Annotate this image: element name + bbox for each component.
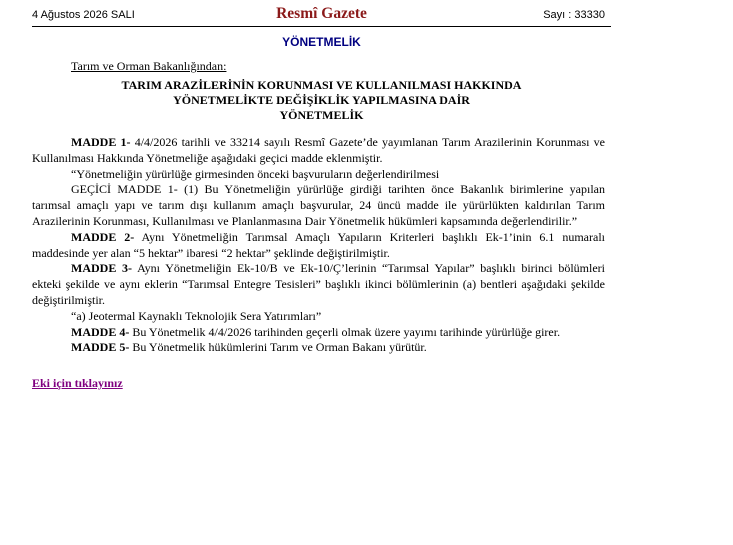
article-2 [32, 230, 605, 262]
article-3 [32, 261, 605, 308]
temporary-article-1: GEÇİCİ MADDE 1- (1) Bu Yönetmeliğin yürürlüğe girdiği tarihten önce Bakanlık birimlerine yapılan tarımsal amaçlı yapı ve tarım dışı kullanım amaçlı başvurular, 24 üncü madde ile yürürlükten kaldırılan Tarım Arazilerinin Korunması, Kullanılması ve Planlanmasına Dair Yönetmelik hükümleri kapsamında değerlendirilir.” [32, 182, 605, 228]
article-4-text: Bu Yönetmelik 4/4/2026 tarihinden geçerli olmak üzere yayımı tarihinde yürürlüğe girer. [129, 324, 561, 339]
regulation-title-line-2: YÖNETMELİKTE DEĞİŞİKLİK YAPILMASINA DAİR [173, 93, 470, 107]
article-5-label: MADDE 5- [71, 340, 130, 355]
article-1-text: 4/4/2026 tarihli ve 33214 sayılı Resmî Gazete’de yayımlanan Tarım Arazilerinin Korunması ve Kullanılması Hakkında Yönetmeliğe aşağıdaki geçici madde eklenmiştir. [32, 135, 606, 165]
regulation-title-line-1: TARIM ARAZİLERİNİN KORUNMASI VE KULLANILMASI HAKKINDA [121, 78, 522, 92]
gazette-title: Resmî Gazete [276, 5, 367, 22]
regulation-body [32, 135, 605, 356]
ministry-name: Tarım ve Orman Bakanlığından: [71, 59, 227, 73]
article-1-label: MADDE 1- [71, 135, 131, 149]
article-2-text: Aynı Yönetmeliğin Tarımsal Amaçlı Yapıların Kriterleri başlıklı Ek-1’inin 6.1 numaralı maddesinde yer alan “5 hektar” ibaresi “2 hektar” şeklinde değiştirilmiştir. [32, 229, 605, 260]
issue-number: Sayı : 33330 [543, 9, 605, 21]
article-5 [32, 340, 605, 356]
regulation-title [32, 78, 611, 123]
issue-date: 4 Ağustos 2026 SALI [32, 9, 135, 21]
article-3-quote: “a) Jeotermal Kaynaklı Teknolojik Sera Yatırımları” [71, 308, 322, 323]
article-4-label: MADDE 4- [71, 324, 130, 339]
article-5-text: Bu Yönetmelik hükümlerini Tarım ve Orman Bakanı yürütür. [129, 340, 427, 355]
gazette-header [32, 4, 611, 27]
article-2-label: MADDE 2- [71, 229, 135, 244]
section-heading: YÖNETMELİK [282, 35, 361, 49]
article-1 [32, 135, 605, 167]
article-3-text: Aynı Yönetmeliğin Ek-10/B ve Ek-10/Ç’lerinin “Tarımsal Yapılar” başlıklı birinci bölümleri ekteki şekilde ve aynı eklerin “Tarımsal Entegre Tesisleri” başlıklı ikinci bölümlerinin (a) bentleri aşağıdaki şekilde değiştirilmiştir. [32, 261, 606, 307]
article-3-label: MADDE 3- [71, 261, 133, 276]
attachment-link[interactable]: Eki için tıklayınız [32, 376, 123, 390]
article-4 [32, 325, 605, 341]
article-1-quote-heading: “Yönetmeliğin yürürlüğe girmesinden önceki başvuruların değerlendirilmesi [71, 166, 440, 181]
regulation-title-line-3: YÖNETMELİK [279, 108, 364, 122]
